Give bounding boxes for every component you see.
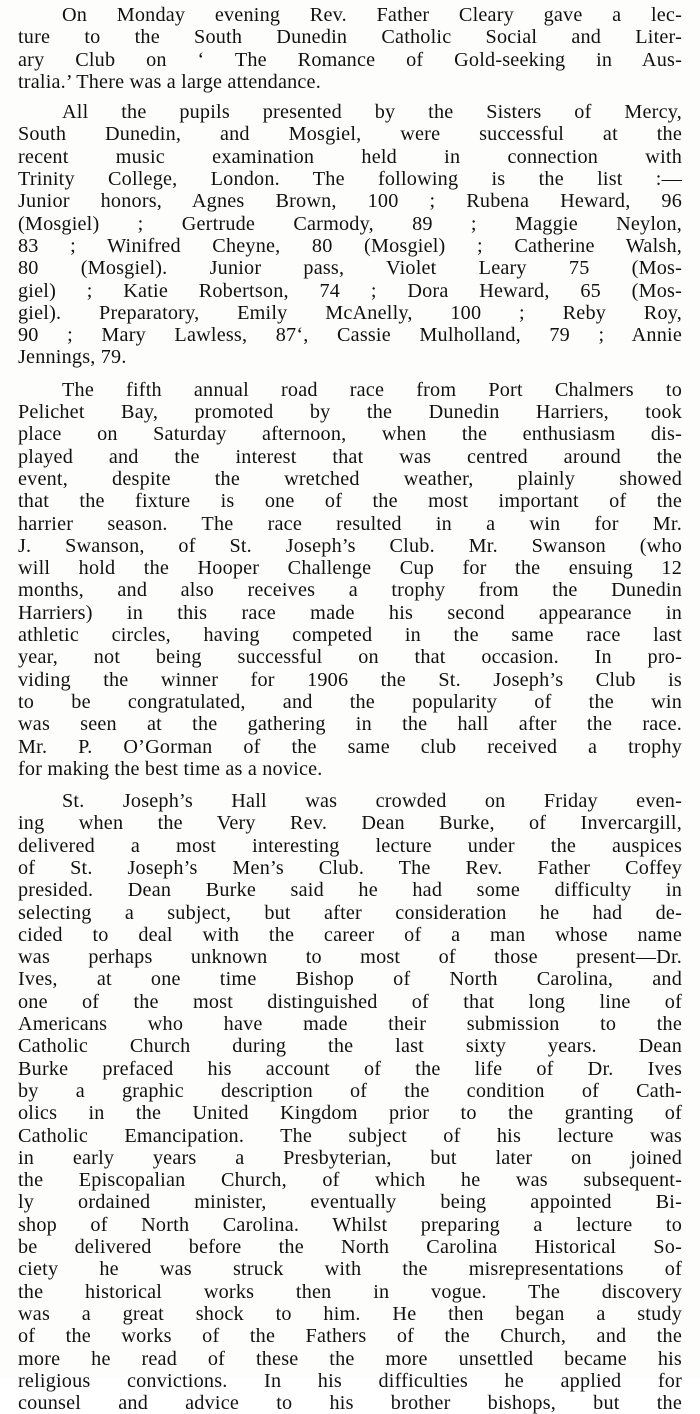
text-line: Trinity College, London. The following is the list :— bbox=[18, 168, 682, 191]
text-line: 80 (Mosgiel). Junior pass, Violet Leary 75 (Mos- bbox=[18, 257, 682, 280]
text-line: giel) ; Katie Robertson, 74 ; Dora Heward, 65 (Mos- bbox=[18, 279, 682, 302]
text-line: Catholic Emancipation. The subject of his lecture was bbox=[18, 1124, 682, 1147]
text-line: be delivered before the North Carolina Historical So- bbox=[18, 1236, 682, 1259]
text-line: by a graphic description of the condition of Cath- bbox=[18, 1079, 682, 1102]
text-line: for making the best time as a novice. bbox=[18, 757, 323, 780]
text-line: tralia.’ There was a large attendance. bbox=[18, 70, 321, 93]
text-line: All the pupils presented by the Sisters of Mercy, bbox=[62, 101, 682, 124]
text-line: Americans who have made their submission to the bbox=[18, 1013, 682, 1036]
text-line: The fifth annual road race from Port Chalmers to bbox=[62, 378, 682, 401]
text-line: (Mosgiel) ; Gertrude Carmody, 89 ; Maggie Neylon, bbox=[18, 212, 682, 235]
text-line: 90 ; Mary Lawless, 87‘, Cassie Mulholland, 79 ; Annie bbox=[18, 324, 682, 347]
text-line: was seen at the gathering in the hall after the race. bbox=[18, 713, 682, 736]
text-line: Mr. P. O’Gorman of the same club received a trophy bbox=[18, 735, 682, 758]
text-line: recent music examination held in connection with bbox=[18, 145, 682, 168]
text-line: St. Joseph’s Hall was crowded on Friday even- bbox=[62, 790, 682, 813]
text-line: year, not being successful on that occasion. In pro- bbox=[18, 646, 682, 669]
text-line: counsel and advice to his brother bishops, but the bbox=[18, 1392, 682, 1414]
text-line: in early years a Presbyterian, but later on joined bbox=[18, 1146, 682, 1169]
text-line: On Monday evening Rev. Father Cleary gave a lec- bbox=[62, 4, 682, 26]
text-line: of the works of the Fathers of the Church, and the bbox=[18, 1325, 682, 1348]
text-line: olics in the United Kingdom prior to the granting of bbox=[18, 1102, 682, 1125]
text-line: selecting a subject, but after consideration he had de- bbox=[18, 901, 682, 924]
text-line: religious convictions. In his difficulties he applied for bbox=[18, 1369, 682, 1392]
text-line: 83 ; Winifred Cheyne, 80 (Mosgiel) ; Catherine Walsh, bbox=[18, 234, 682, 257]
paragraph-dean-burke-lecture bbox=[18, 790, 682, 1414]
text-line: presided. Dean Burke said he had some difficulty in bbox=[18, 879, 682, 902]
text-line: athletic circles, having competed in the same race last bbox=[18, 624, 682, 647]
text-line: the historical works then in vogue. The discovery bbox=[18, 1280, 682, 1303]
text-line: of St. Joseph’s Men’s Club. The Rev. Father Coffey bbox=[18, 856, 682, 879]
text-line: one of the most distinguished of that long line of bbox=[18, 990, 682, 1013]
text-line: was a great shock to him. He then began a study bbox=[18, 1302, 682, 1325]
text-line: ary Club on ‘ The Romance of Gold-seeking in Aus- bbox=[18, 48, 682, 71]
text-line: to be congratulated, and the popularity of the win bbox=[18, 690, 682, 713]
text-line: Jennings, 79. bbox=[18, 346, 127, 369]
text-line: delivered a most interesting lecture under the auspices bbox=[18, 834, 682, 857]
paragraph-road-race bbox=[18, 379, 682, 780]
text-line: South Dunedin, and Mosgiel, were successful at the bbox=[18, 123, 682, 146]
text-line: Harriers) in this race made his second appearance in bbox=[18, 601, 682, 624]
text-line: the Episcopalian Church, of which he was subsequent- bbox=[18, 1169, 682, 1192]
text-line: played and the interest that was centred around the bbox=[18, 445, 682, 468]
text-line: will hold the Hooper Challenge Cup for the ensuing 12 bbox=[18, 557, 682, 580]
paragraph-cleary-lecture bbox=[18, 4, 682, 93]
article-column bbox=[18, 4, 682, 1414]
text-line: was perhaps unknown to most of those present—Dr. bbox=[18, 946, 682, 969]
text-line: ture to the South Dunedin Catholic Social and Liter- bbox=[18, 26, 682, 49]
text-line: cided to deal with the career of a man whose name bbox=[18, 923, 682, 946]
text-line: event, despite the wretched weather, plainly showed bbox=[18, 467, 682, 490]
text-line: Catholic Church during the last sixty years. Dean bbox=[18, 1035, 682, 1058]
text-line: viding the winner for 1906 the St. Joseph’s Club is bbox=[18, 668, 682, 691]
text-line: ciety he was struck with the misrepresentations of bbox=[18, 1258, 682, 1281]
text-line: place on Saturday afternoon, when the enthusiasm dis- bbox=[18, 423, 682, 446]
text-line: harrier season. The race resulted in a win for Mr. bbox=[18, 512, 682, 535]
text-line: shop of North Carolina. Whilst preparing a lecture to bbox=[18, 1213, 682, 1236]
text-line: ing when the Very Rev. Dean Burke, of Invercargill, bbox=[18, 812, 682, 835]
text-line: Burke prefaced his account of the life of Dr. Ives bbox=[18, 1057, 682, 1080]
paragraph-music-examination bbox=[18, 101, 682, 369]
text-line: Pelichet Bay, promoted by the Dunedin Harriers, took bbox=[18, 401, 682, 424]
text-line: giel). Preparatory, Emily McAnelly, 100 ; Reby Roy, bbox=[18, 301, 682, 324]
text-line: that the fixture is one of the most important of the bbox=[18, 490, 682, 513]
text-line: months, and also receives a trophy from the Dunedin bbox=[18, 579, 682, 602]
text-line: Junior honors, Agnes Brown, 100 ; Rubena Heward, 96 bbox=[18, 190, 682, 213]
text-line: ly ordained minister, eventually being appointed Bi- bbox=[18, 1191, 682, 1214]
text-line: J. Swanson, of St. Joseph’s Club. Mr. Swanson (who bbox=[18, 534, 682, 557]
text-line: Ives, at one time Bishop of North Carolina, and bbox=[18, 968, 682, 991]
text-line: more he read of these the more unsettled became his bbox=[18, 1347, 682, 1370]
